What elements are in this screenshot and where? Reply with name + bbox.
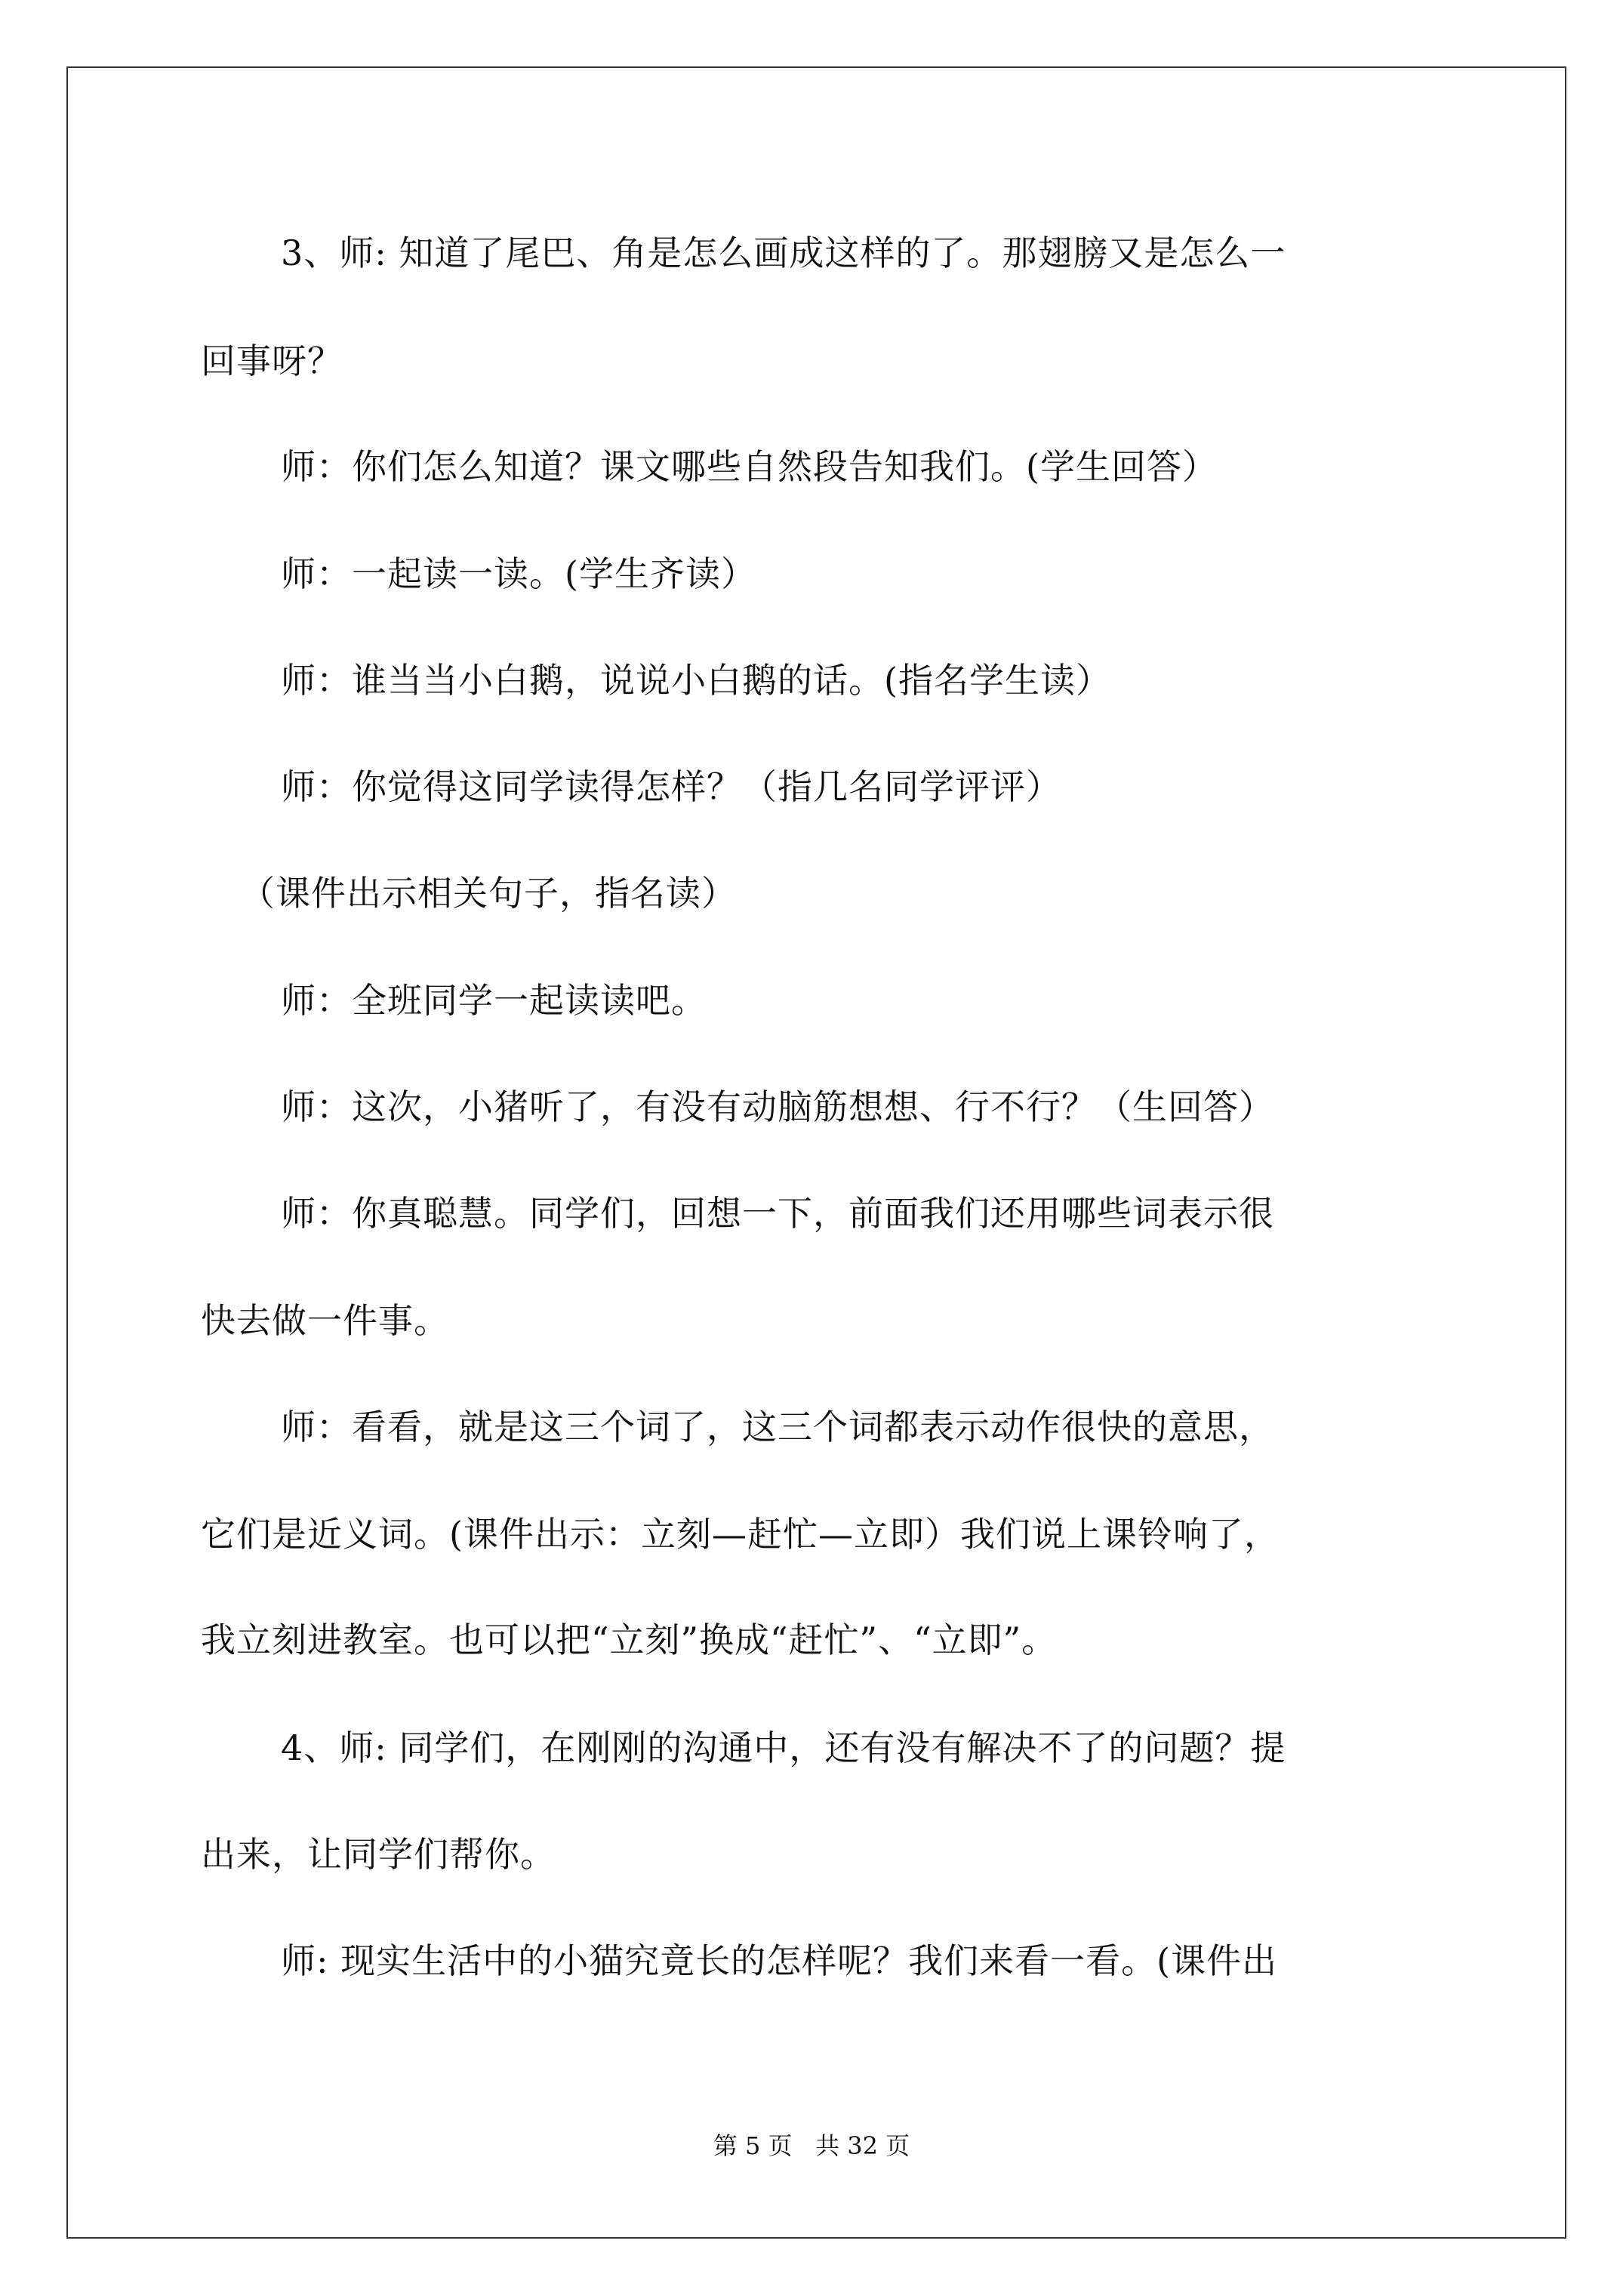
text-line-9: 师：这次，小猪听了，有没有动脑筋想想、行不行？（生回答） bbox=[281, 1086, 1274, 1127]
text-line-10: 师：你真聪慧。同学们，回想一下，前面我们还用哪些词表示很 bbox=[281, 1193, 1274, 1234]
text-line-16: 出来，让同学们帮你。 bbox=[201, 1834, 556, 1875]
text-line-8: 师：全班同学一起读读吧。 bbox=[281, 980, 707, 1021]
text-line-17: 师: 现实生活中的小猫究竟长的怎样呢？我们来看一看。(课件出 bbox=[281, 1940, 1278, 1981]
page-border bbox=[66, 66, 1566, 2239]
text-line-3: 师：你们怎么知道？课文哪些自然段告知我们。(学生回答） bbox=[281, 446, 1218, 487]
text-line-1: 3、师: 知道了尾巴、角是怎么画成这样的了。那翅膀又是怎么一 bbox=[281, 233, 1286, 273]
text-line-11: 快去做一件事。 bbox=[201, 1300, 449, 1341]
page-number-footer: 第 5 页 共 32 页 bbox=[713, 2131, 910, 2160]
text-line-12: 师：看看，就是这三个词了，这三个词都表示动作很快的意思， bbox=[281, 1407, 1274, 1447]
text-line-6: 师：你觉得这同学读得怎样？（指几名同学评评） bbox=[281, 766, 1061, 807]
text-line-5: 师：谁当当小白鹅，说说小白鹅的话。(指名学生读） bbox=[281, 660, 1111, 701]
text-line-15: 4、师: 同学们，在刚刚的沟通中，还有没有解决不了的问题？提 bbox=[281, 1727, 1286, 1768]
text-line-2: 回事呀？ bbox=[201, 341, 343, 381]
text-line-13: 它们是近义词。(课件出示：立刻—赶忙—立即）我们说上课铃响了， bbox=[201, 1514, 1280, 1555]
text-line-14: 我立刻进教室。也可以把“立刻”换成“赶忙”、“立即”。 bbox=[201, 1620, 1058, 1660]
text-line-7: （课件出示相关句子，指名读） bbox=[240, 873, 737, 914]
text-line-4: 师：一起读一读。(学生齐读） bbox=[281, 553, 756, 594]
